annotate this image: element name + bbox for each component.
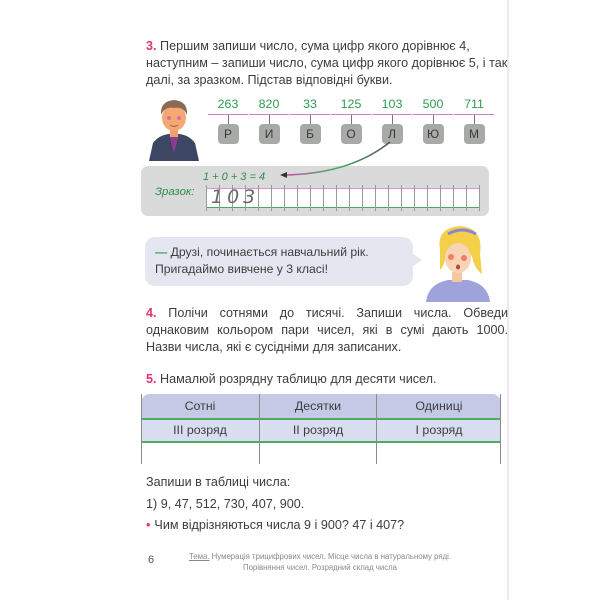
- task-3-text: [146, 38, 508, 89]
- pair-number: 500: [422, 97, 444, 111]
- page-number: 6: [148, 554, 155, 566]
- table-line: [500, 394, 501, 464]
- connector-line: [351, 115, 352, 124]
- bubble-line-1: Друзі, починається навчальний рік.: [167, 245, 369, 259]
- task-4-text: [146, 305, 508, 356]
- task-5-instruction: Намалюй розрядну таблицю для десяти чисел.: [156, 372, 437, 386]
- table-line: [141, 441, 501, 443]
- task-5-number: 5.: [146, 372, 157, 386]
- footer-line-2: Порівняння чисел. Розрядний склад числа: [242, 563, 398, 572]
- sample-label: Зразок:: [155, 186, 195, 198]
- dash: —: [155, 245, 168, 259]
- rank-table: [141, 394, 501, 464]
- number-letter-pair: [249, 97, 289, 144]
- task-3-instruction: Першим запиши число, сума цифр якого дорівнює 4, наступним – запиши число, сума цифр якого дорівнює 5, і так далі, за зразком. Підстав відповідні букви.: [146, 39, 508, 87]
- letter-box: Ю: [423, 124, 444, 144]
- pair-number: 103: [381, 97, 403, 111]
- connector-line: [269, 115, 270, 124]
- task-5-text: [146, 371, 508, 388]
- number-letter-pair: [208, 97, 248, 144]
- letter-box: Л: [382, 124, 403, 144]
- letter-box: И: [259, 124, 280, 144]
- pair-number: 125: [340, 97, 362, 111]
- numbers-list-item: 1) 9, 47, 512, 730, 407, 900.: [146, 497, 305, 511]
- connector-line: [433, 115, 434, 124]
- table-rank-2: II розряд: [292, 423, 344, 437]
- girl-character-icon: [418, 220, 494, 302]
- table-line: [376, 394, 377, 464]
- letter-box: Р: [218, 124, 239, 144]
- number-letter-pair: [372, 97, 412, 144]
- speech-bubble-text: [155, 244, 369, 278]
- sample-equation: 1 + 0 + 3 = 4: [203, 171, 266, 183]
- number-letter-pair: [454, 97, 494, 144]
- task-4-instruction: Полічи сотнями до тисячі. Запиши числа. Обведи однаковим кольором пари чисел, які в сумі дають 1000. Назви числа, які є сусідніми для записаних.: [146, 306, 508, 354]
- number-letter-pair: [331, 97, 371, 144]
- question-text: Чим відрізняються числа 9 і 900? 47 і 407?: [154, 518, 405, 532]
- connector-line: [310, 115, 311, 124]
- letter-box: Б: [300, 124, 321, 144]
- page-edge-line: [507, 0, 509, 600]
- bubble-line-2: Пригадаймо вивчене у 3 класі!: [155, 262, 328, 276]
- sample-handwritten-value: 103: [211, 186, 260, 208]
- table-rank-1: I розряд: [415, 423, 463, 437]
- page-footer: [170, 551, 470, 573]
- pair-number: 820: [258, 97, 280, 111]
- number-letter-pair: [290, 97, 330, 144]
- table-rank-3: III розряд: [173, 423, 227, 437]
- connector-line: [392, 115, 393, 124]
- footer-theme-label: Тема.: [188, 552, 210, 561]
- task-4-number: 4.: [146, 306, 157, 320]
- bullet-question: [146, 517, 404, 533]
- pair-number: 33: [303, 97, 317, 111]
- pair-number: 263: [217, 97, 239, 111]
- letter-box: О: [341, 124, 362, 144]
- table-header-tens: Десятки: [294, 399, 342, 413]
- bullet-icon: •: [146, 518, 151, 532]
- boy-character-icon: [145, 91, 203, 161]
- letter-box: М: [464, 124, 485, 144]
- number-letter-pair: [413, 97, 453, 144]
- pair-number: 711: [464, 97, 484, 111]
- table-instruction: Запиши в таблиці числа:: [146, 475, 291, 489]
- footer-line-1: Нумерація трицифрових чисел. Місце числа в натуральному ряді.: [209, 552, 452, 561]
- task-3-number: 3.: [146, 39, 157, 53]
- connector-line: [474, 115, 475, 124]
- connector-line: [228, 115, 229, 124]
- table-header-units: Одиниці: [415, 399, 463, 413]
- arrow-icon: [270, 140, 400, 180]
- table-header-hundreds: Сотні: [184, 399, 216, 413]
